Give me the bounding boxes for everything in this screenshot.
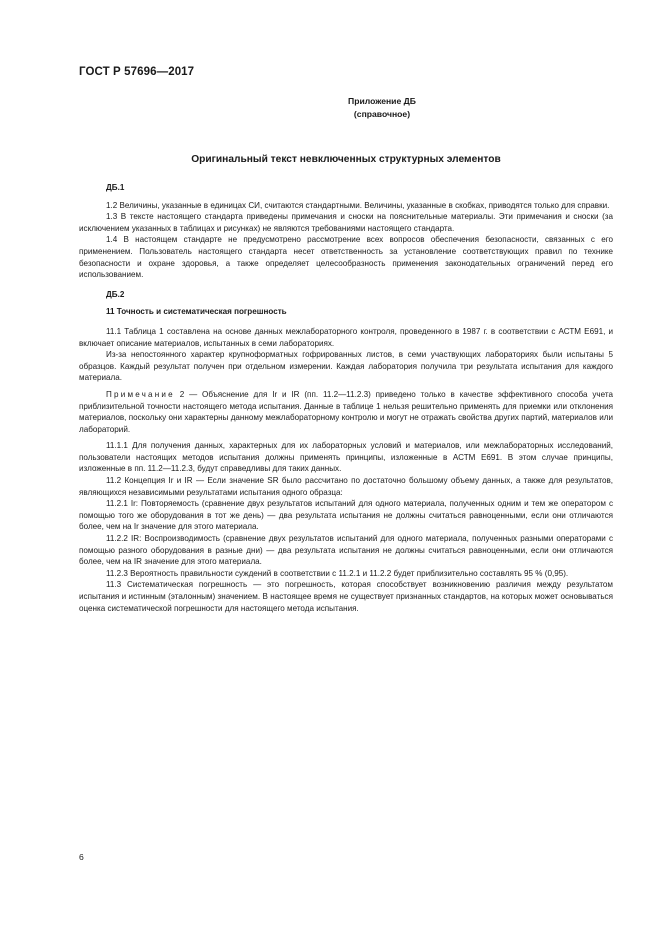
- document-body: [79, 182, 613, 614]
- page-number: 6: [79, 852, 84, 862]
- section-label-db2: ДБ.2: [106, 289, 125, 299]
- paragraph-11-2: 11.2 Концепция Ir и IR — Если значение SR было рассчитано по достаточно большому объему данных, а также для результатов, являющихся независимыми результатами испытания одного образца:: [79, 476, 613, 497]
- section-title-11: 11 Точность и систематическая погрешность: [106, 307, 287, 317]
- paragraph-1-2: 1.2 Величины, указанные в единицах СИ, считаются стандартными. Величины, указанные в скобках, приводятся только для справки.: [106, 200, 610, 210]
- standard-id: ГОСТ Р 57696—2017: [79, 66, 195, 78]
- paragraph-11-2-3: 11.2.3 Вероятность правильности суждений в соответствии с 11.2.1 и 11.2.2 будет приблизительно составлять 95 % (0,95).: [106, 568, 569, 578]
- paragraph-11-1b: Из-за непостоянного характер крупноформатных гофрированных листов, в семи участвующих лабораториях были испытаны 5 образцов. Каждый результат получен при отдельном измерении. Каждая лаборатория получила три результата испытания для каждого материала.: [79, 350, 613, 383]
- note-text: 2 — Объяснение для Ir и IR (пп. 11.2—11.2.3) приведено только в качестве эффективного способа учета приблизительной точности настоящего метода испытания. Данные в таблице 1 нельзя решительно применять для приемки или отклонения материалов, поскольку они характерны данному межлабораторному контролю и могут не отражать свойства других партий, материалов или лабораторий.: [79, 389, 613, 434]
- paragraph-11-1: 11.1 Таблица 1 составлена на основе данных межлабораторного контроля, проведенного в 1987 г. в соответствии с АСТМ Е691, и включает описание материалов, испытанных в семи лабораториях.: [79, 326, 613, 348]
- paragraph-11-2-1: 11.2.1 Ir: Повторяемость (сравнение двух результатов испытаний для одного материала, полученных одним и тем же оператором с помощью того же оборудования в тот же день) — два результата испытания не должны считаться равноценными, если они отличаются более, чем на Ir значение для этого материала.: [79, 499, 613, 532]
- note-label: Примечание: [106, 389, 175, 399]
- paragraph-11-2-2: 11.2.2 IR: Воспроизводимость (сравнение двух результатов испытаний для одного материала, полученных разными операторами с помощью разного оборудования в разные дни) — два результата испытания не должны считаться равноценными, если они отличаются более, чем на IR значение для этого материала.: [79, 534, 613, 567]
- paragraph-11-3: 11.3 Систематическая погрешность — это погрешность, которая способствует возникновению различия между результатом испытания и истинным (эталонным) значением. В настоящее время не существует признанных стандартов, на которых может основываться оценка систематической погрешности для настоящего метода испытания.: [79, 580, 613, 613]
- note-2: [79, 389, 613, 435]
- paragraph-1-3: 1.3 В тексте настоящего стандарта приведены примечания и сноски на пояснительные материалы. Эти примечания и сноски (за исключением указанных в таблицах и рисунках) не являются требованиями настоящего стандарта.: [79, 212, 613, 233]
- paragraph-11-1-1: 11.1.1 Для получения данных, характерных для их лабораторных условий и материалов, или межлабораторных исследований, пользователи настоящих методов испытания должны применять принципы, изложенные в АСТМ Е691. В этом случае принципы, изложенные в пп. 11.2—11.2.3, будут справедливы для таких данных.: [79, 441, 613, 474]
- paragraph-1-4: 1.4 В настоящем стандарте не предусмотрено рассмотрение всех вопросов обеспечения безопасности, связанных с его применением. Пользователь настоящего стандарта несет ответственность за установление соответствующих правил по технике безопасности и охране здоровья, а также определяет целесообразность применения законодательных ограничений перед его использованием.: [79, 235, 613, 280]
- annex-subtitle: (справочное): [353, 109, 411, 119]
- section-label-db1: ДБ.1: [106, 183, 125, 192]
- annex-title: Приложение ДБ: [348, 96, 416, 106]
- main-heading: Оригинальный текст невключенных структурных элементов: [191, 154, 501, 165]
